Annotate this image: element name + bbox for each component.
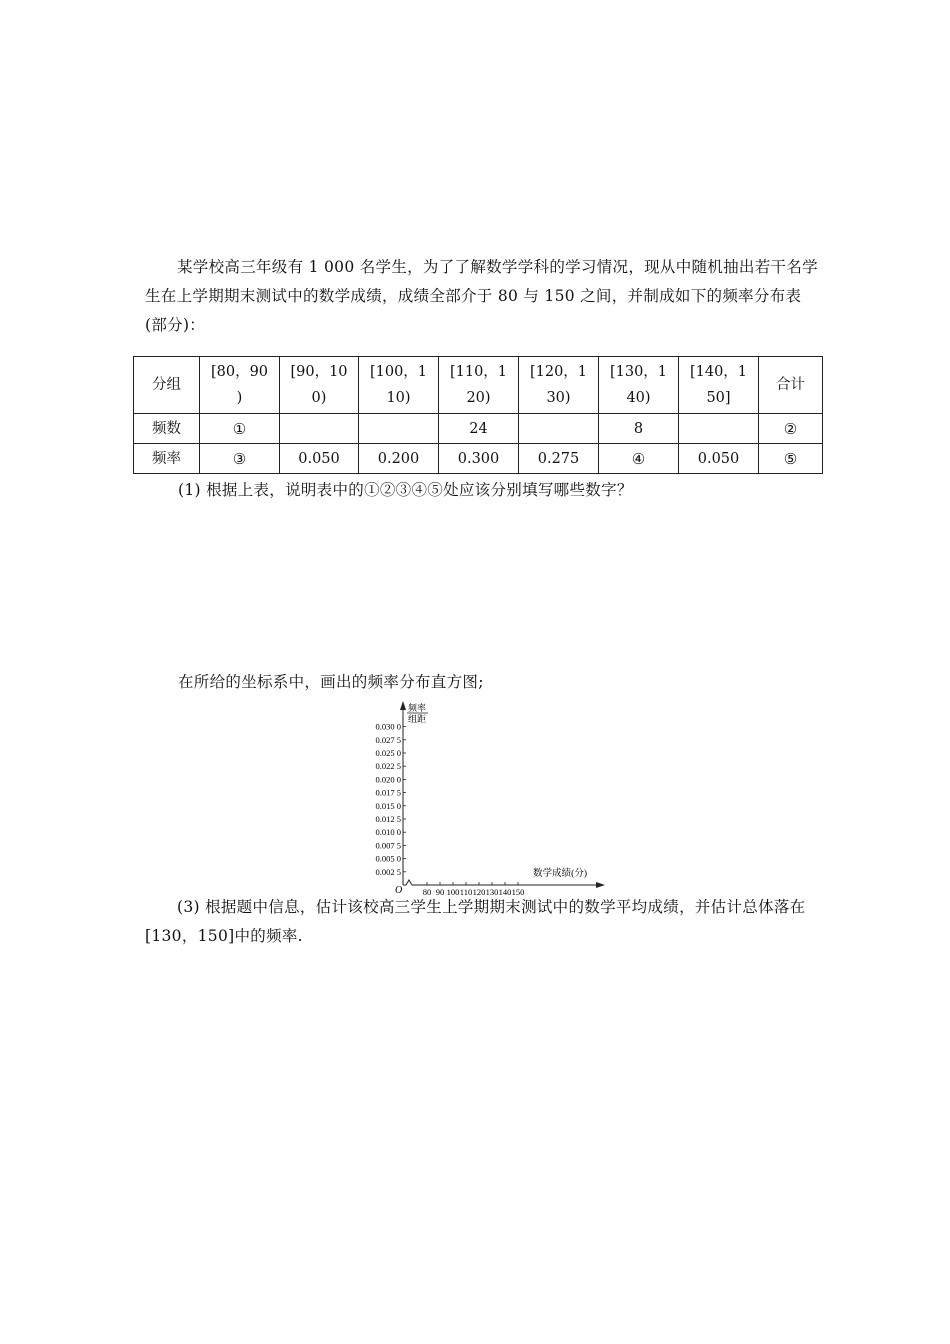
- table-cell: ④: [599, 444, 679, 474]
- table-cell: ③: [200, 444, 280, 474]
- question-3-text: (3) 根据题中信息，估计该校高三学生上学期期末测试中的数学平均成绩，并估计总体落在[130，150]中的频率.: [145, 898, 806, 945]
- y-tick-label: 0.020 0: [375, 774, 401, 785]
- y-axis-label-denominator: 组距: [408, 714, 427, 724]
- intro-text: 某学校高三年级有 1 000 名学生，为了了解数学学科的学习情况，现从中随机抽出若干名学生在上学期期末测试中的数学成绩，成绩全部介于 80 与 150 之间，并制成如下的频率分布表(部分)：: [145, 258, 818, 334]
- x-tick-label: 120: [472, 887, 486, 897]
- table-cell: 0.200: [359, 444, 439, 474]
- y-axis-label-numerator: 频率: [408, 703, 427, 713]
- table-cell: 0.050: [280, 444, 359, 474]
- y-tick-label: 0.022 5: [375, 761, 401, 772]
- header-total: 合计: [759, 357, 823, 414]
- table-cell: ①: [200, 414, 280, 444]
- table-cell: 0.050: [679, 444, 759, 474]
- table-cell-total: ②: [759, 414, 823, 444]
- group-cell: [140，1 50]: [679, 357, 759, 414]
- y-tick-label: 0.012 5: [375, 814, 401, 824]
- x-axis-arrow: [596, 882, 605, 888]
- x-tick-label: 90: [435, 887, 445, 897]
- table-cell: [280, 414, 359, 444]
- y-tick-label: 0.005 0: [375, 853, 401, 864]
- header-label: 分组: [134, 357, 200, 414]
- y-tick-label: 0.030 0: [375, 721, 401, 732]
- group-cell: [100，1 10): [359, 357, 439, 414]
- x-tick-label: 110: [459, 887, 473, 897]
- question-3-paragraph: [145, 893, 820, 951]
- table-cell: [679, 414, 759, 444]
- question-2: 在所给的坐标系中，画出的频率分布直方图;: [178, 673, 484, 691]
- group-cell: [80，90 ): [200, 357, 280, 414]
- table-cell-total: ⑤: [759, 444, 823, 474]
- table-cell: 24: [439, 414, 519, 444]
- table-header-row: [134, 357, 823, 414]
- y-tick-label: 0.010 0: [375, 827, 401, 838]
- x-tick-label: 130: [485, 887, 499, 897]
- row-label: 频率: [134, 444, 200, 474]
- group-cell: [90，10 0): [280, 357, 359, 414]
- x-tick-label: 80: [422, 887, 432, 897]
- y-tick-label: 0.027 5: [375, 734, 401, 745]
- table-cell: 0.300: [439, 444, 519, 474]
- x-tick-label: 140: [498, 887, 512, 897]
- x-tick-label: 100: [446, 887, 460, 897]
- x-axis-label: 数学成绩(分): [533, 869, 587, 879]
- y-tick-label: 0.002 5: [375, 866, 401, 877]
- y-tick-label: 0.025 0: [375, 748, 401, 758]
- x-tick-label: 150: [511, 887, 525, 897]
- group-cell: [110，1 20): [439, 357, 519, 414]
- y-tick-label: 0.017 5: [375, 787, 401, 798]
- table-row-frequency-rate: [134, 444, 823, 474]
- histogram-axes: [360, 698, 610, 898]
- table-cell: 8: [599, 414, 679, 444]
- question-1: (1) 根据上表，说明表中的①②③④⑤处应该分别填写哪些数字？: [178, 481, 633, 499]
- row-label: 频数: [134, 414, 200, 444]
- y-tick-label: 0.007 5: [375, 840, 401, 851]
- x-axis: [403, 880, 597, 885]
- table-cell: [359, 414, 439, 444]
- origin-label: O: [395, 885, 403, 896]
- group-cell: [130，1 40): [599, 357, 679, 414]
- y-axis-arrow: [400, 701, 406, 710]
- table-cell: 0.275: [519, 444, 599, 474]
- group-cell: [120，1 30): [519, 357, 599, 414]
- frequency-table: [133, 356, 823, 474]
- intro-paragraph: [145, 253, 820, 340]
- y-tick-label: 0.015 0: [375, 800, 401, 811]
- table-row-frequency-count: [134, 414, 823, 444]
- table-cell: [519, 414, 599, 444]
